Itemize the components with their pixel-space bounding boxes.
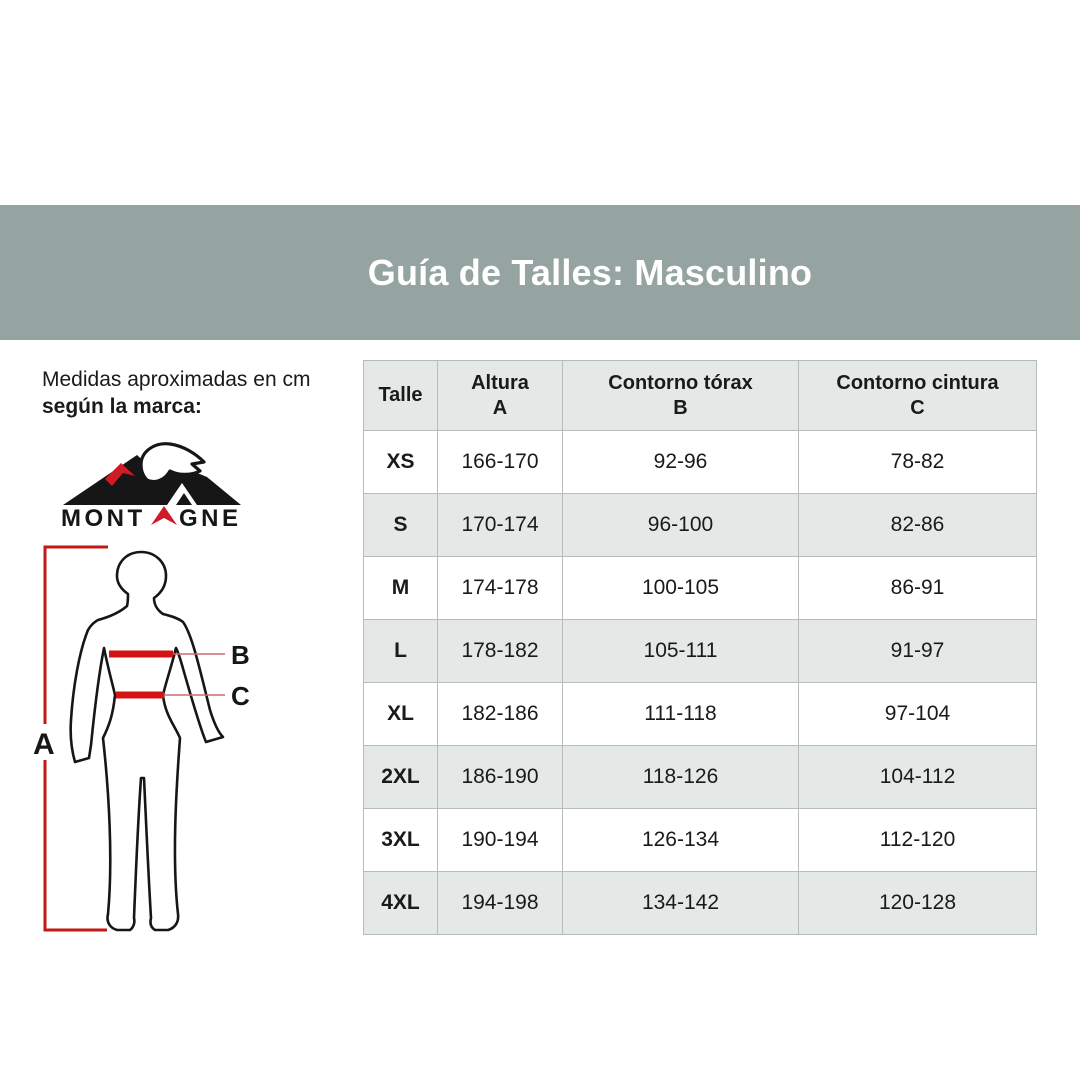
size-row-m (364, 557, 1037, 620)
cell-cintura: 82-86 (799, 494, 1037, 557)
cell-torax: 111-118 (563, 683, 799, 746)
cell-talle: XS (364, 431, 438, 494)
col-header-talle: Talle (364, 361, 438, 431)
size-table-header-row (364, 361, 1037, 431)
cell-altura: 194-198 (438, 872, 563, 935)
label-c: C (231, 681, 250, 711)
size-row-4xl (364, 872, 1037, 935)
size-row-s (364, 494, 1037, 557)
col-header-cintura: Contorno cintura C (799, 361, 1037, 431)
size-row-3xl (364, 809, 1037, 872)
page-title: Guía de Talles: Masculino (367, 251, 813, 293)
cell-talle: 3XL (364, 809, 438, 872)
logo-word-right: GNE (179, 505, 242, 532)
label-a: A (33, 728, 55, 761)
cell-altura: 190-194 (438, 809, 563, 872)
montagne-logo (55, 433, 265, 533)
cell-cintura: 86-91 (799, 557, 1037, 620)
cell-torax: 100-105 (563, 557, 799, 620)
col-header-torax: Contorno tórax B (563, 361, 799, 431)
cell-cintura: 78-82 (799, 431, 1037, 494)
cell-cintura: 104-112 (799, 746, 1037, 809)
cell-altura: 166-170 (438, 431, 563, 494)
size-row-2xl (364, 746, 1037, 809)
col-header-altura: Altura A (438, 361, 563, 431)
cell-cintura: 97-104 (799, 683, 1037, 746)
cell-talle: M (364, 557, 438, 620)
body-silhouette-icon (71, 552, 223, 930)
cell-altura: 186-190 (438, 746, 563, 809)
cell-talle: 4XL (364, 872, 438, 935)
header-band (0, 205, 1080, 340)
logo-red-a-icon (151, 506, 177, 525)
size-row-l (364, 620, 1037, 683)
cell-talle: XL (364, 683, 438, 746)
body-measurement-diagram (20, 530, 360, 950)
cell-altura: 174-178 (438, 557, 563, 620)
cell-altura: 170-174 (438, 494, 563, 557)
size-row-xs (364, 431, 1037, 494)
measurement-note (42, 366, 310, 420)
cell-torax: 92-96 (563, 431, 799, 494)
cell-talle: L (364, 620, 438, 683)
cell-torax: 134-142 (563, 872, 799, 935)
note-line-1: Medidas aproximadas en cm (42, 368, 311, 391)
size-table (363, 360, 1037, 935)
cell-altura: 182-186 (438, 683, 563, 746)
label-b: B (231, 640, 250, 670)
cell-cintura: 112-120 (799, 809, 1037, 872)
cell-torax: 118-126 (563, 746, 799, 809)
cell-torax: 126-134 (563, 809, 799, 872)
cell-altura: 178-182 (438, 620, 563, 683)
size-row-xl (364, 683, 1037, 746)
cell-cintura: 91-97 (799, 620, 1037, 683)
cell-torax: 96-100 (563, 494, 799, 557)
cell-talle: S (364, 494, 438, 557)
cell-talle: 2XL (364, 746, 438, 809)
logo-word-left: MONT (61, 505, 146, 532)
cell-cintura: 120-128 (799, 872, 1037, 935)
note-line-2: según la marca: (42, 395, 202, 418)
cell-torax: 105-111 (563, 620, 799, 683)
